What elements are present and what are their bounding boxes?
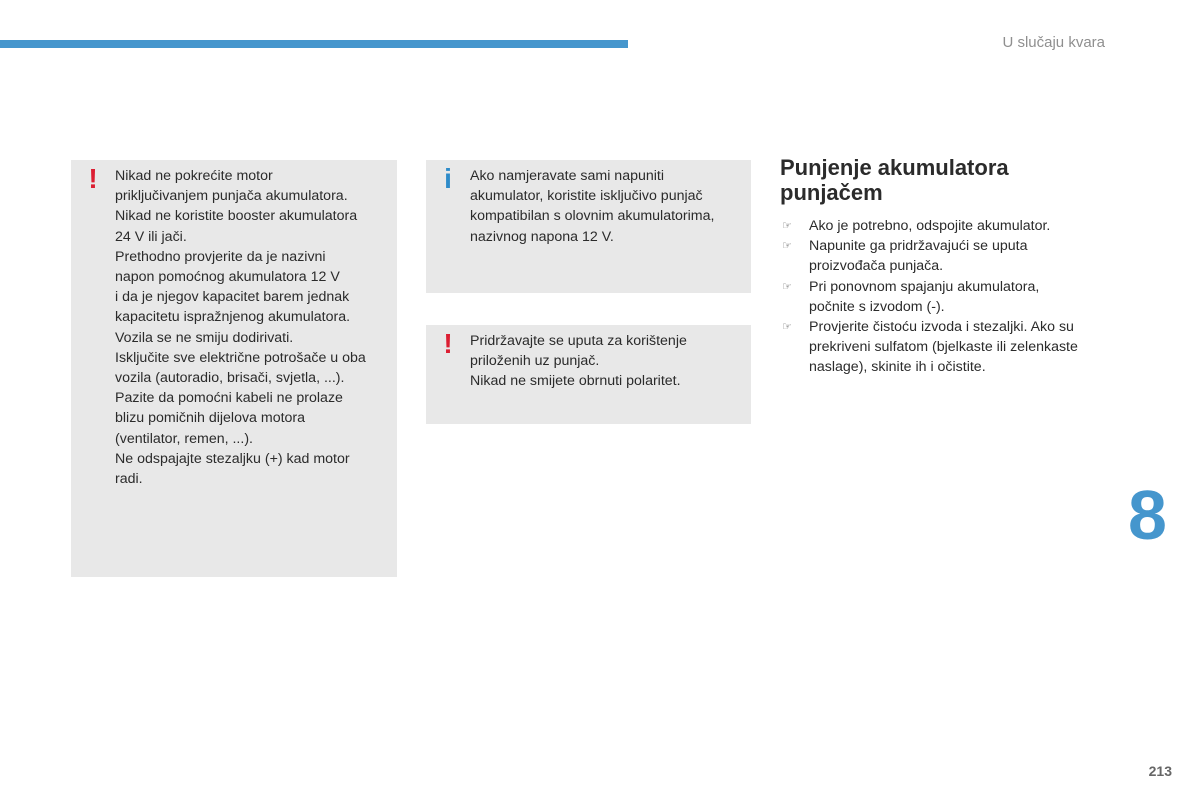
- warning-text-line: Nikad ne pokrećite motor: [115, 168, 273, 184]
- warning-text: [115, 166, 397, 489]
- chapter-number: 8: [1128, 476, 1167, 554]
- step-item: [780, 216, 1125, 236]
- warning-text-line: Nikad ne smijete obrnuti polaritet.: [470, 373, 681, 390]
- info-text-line: nazivnog napona 12 V.: [470, 228, 614, 245]
- section-title-line: punjačem: [780, 180, 883, 205]
- step-text-line: naslage), skinite ih i očistite.: [809, 359, 986, 376]
- pointing-hand-icon: ☞: [782, 239, 792, 253]
- warning-box-small: [426, 325, 751, 424]
- warning-text-line: 24 V ili jači.: [115, 228, 187, 245]
- warning-text-line: blizu pomičnih dijelova motora: [115, 410, 306, 427]
- step-list: [780, 216, 1125, 378]
- warning-text-line: (ventilator, remen, ...).: [115, 430, 253, 447]
- warning-text-line: kapacitetu ispražnjenog akumulatora.: [115, 309, 351, 326]
- step-text-line: prekriveni sulfatom (bjelkaste ili zelenkaste: [809, 339, 1078, 356]
- step-item: [780, 277, 1125, 317]
- warning-text-line: i da je njegov kapacitet barem jednak: [115, 289, 350, 306]
- pointing-hand-icon: ☞: [782, 219, 792, 232]
- pointing-hand-icon: ☞: [782, 279, 792, 293]
- warning-box-large: [71, 160, 397, 577]
- warning-text-line: priključivanjem punjača akumulatora.: [115, 188, 348, 205]
- info-icon: i: [444, 163, 452, 194]
- step-text-line: Pri ponovnom spajanju akumulatora,: [809, 278, 1040, 295]
- info-text-line: Ako namjeravate sami napuniti: [470, 168, 664, 184]
- warning-text-line: vozila (autoradio, brisači, svjetla, ...).: [115, 370, 345, 387]
- warning-text-line: radi.: [115, 471, 143, 488]
- section-title-line: Punjenje akumulatora: [780, 155, 1009, 180]
- info-text-line: akumulator, koristite isključivo punjač: [470, 188, 703, 205]
- warning-text: [470, 331, 746, 392]
- step-item: [780, 317, 1125, 378]
- warning-text-line: napon pomoćnog akumulatora 12 V: [115, 269, 340, 286]
- warning-text-line: priloženih uz punjač.: [470, 353, 600, 370]
- info-text: [470, 166, 746, 247]
- section-title: [780, 155, 1120, 205]
- warning-icon: !: [88, 163, 98, 194]
- step-text-line: počnite s izvodom (-).: [809, 298, 945, 315]
- step-item: [780, 236, 1125, 276]
- warning-text-line: Ne odspajajte stezaljku (+) kad motor: [115, 450, 350, 467]
- info-text-line: kompatibilan s olovnim akumulatorima,: [470, 208, 715, 225]
- page-number: 213: [1148, 763, 1172, 779]
- warning-icon: !: [443, 328, 453, 359]
- step-text-line: Provjerite čistoću izvoda i stezaljki. Ako su: [809, 319, 1074, 336]
- warning-text-line: Pazite da pomoćni kabeli ne prolaze: [115, 390, 343, 407]
- pointing-hand-icon: ☞: [782, 320, 792, 334]
- chapter-title: U slučaju kvara: [1002, 34, 1105, 51]
- warning-text-line: Vozila se ne smiju dodirivati.: [115, 329, 294, 346]
- step-text-line: Ako je potrebno, odspojite akumulator.: [809, 218, 1051, 234]
- header-accent-bar: [0, 40, 628, 48]
- warning-text-line: Pridržavajte se uputa za korištenje: [470, 333, 687, 349]
- step-text-line: proizvođača punjača.: [809, 258, 944, 275]
- warning-text-line: Prethodno provjerite da je nazivni: [115, 248, 326, 265]
- warning-text-line: Isključite sve električne potrošače u oba: [115, 349, 366, 366]
- step-text-line: Napunite ga pridržavajući se uputa: [809, 238, 1028, 255]
- info-box: [426, 160, 751, 293]
- warning-text-line: Nikad ne koristite booster akumulatora: [115, 208, 358, 225]
